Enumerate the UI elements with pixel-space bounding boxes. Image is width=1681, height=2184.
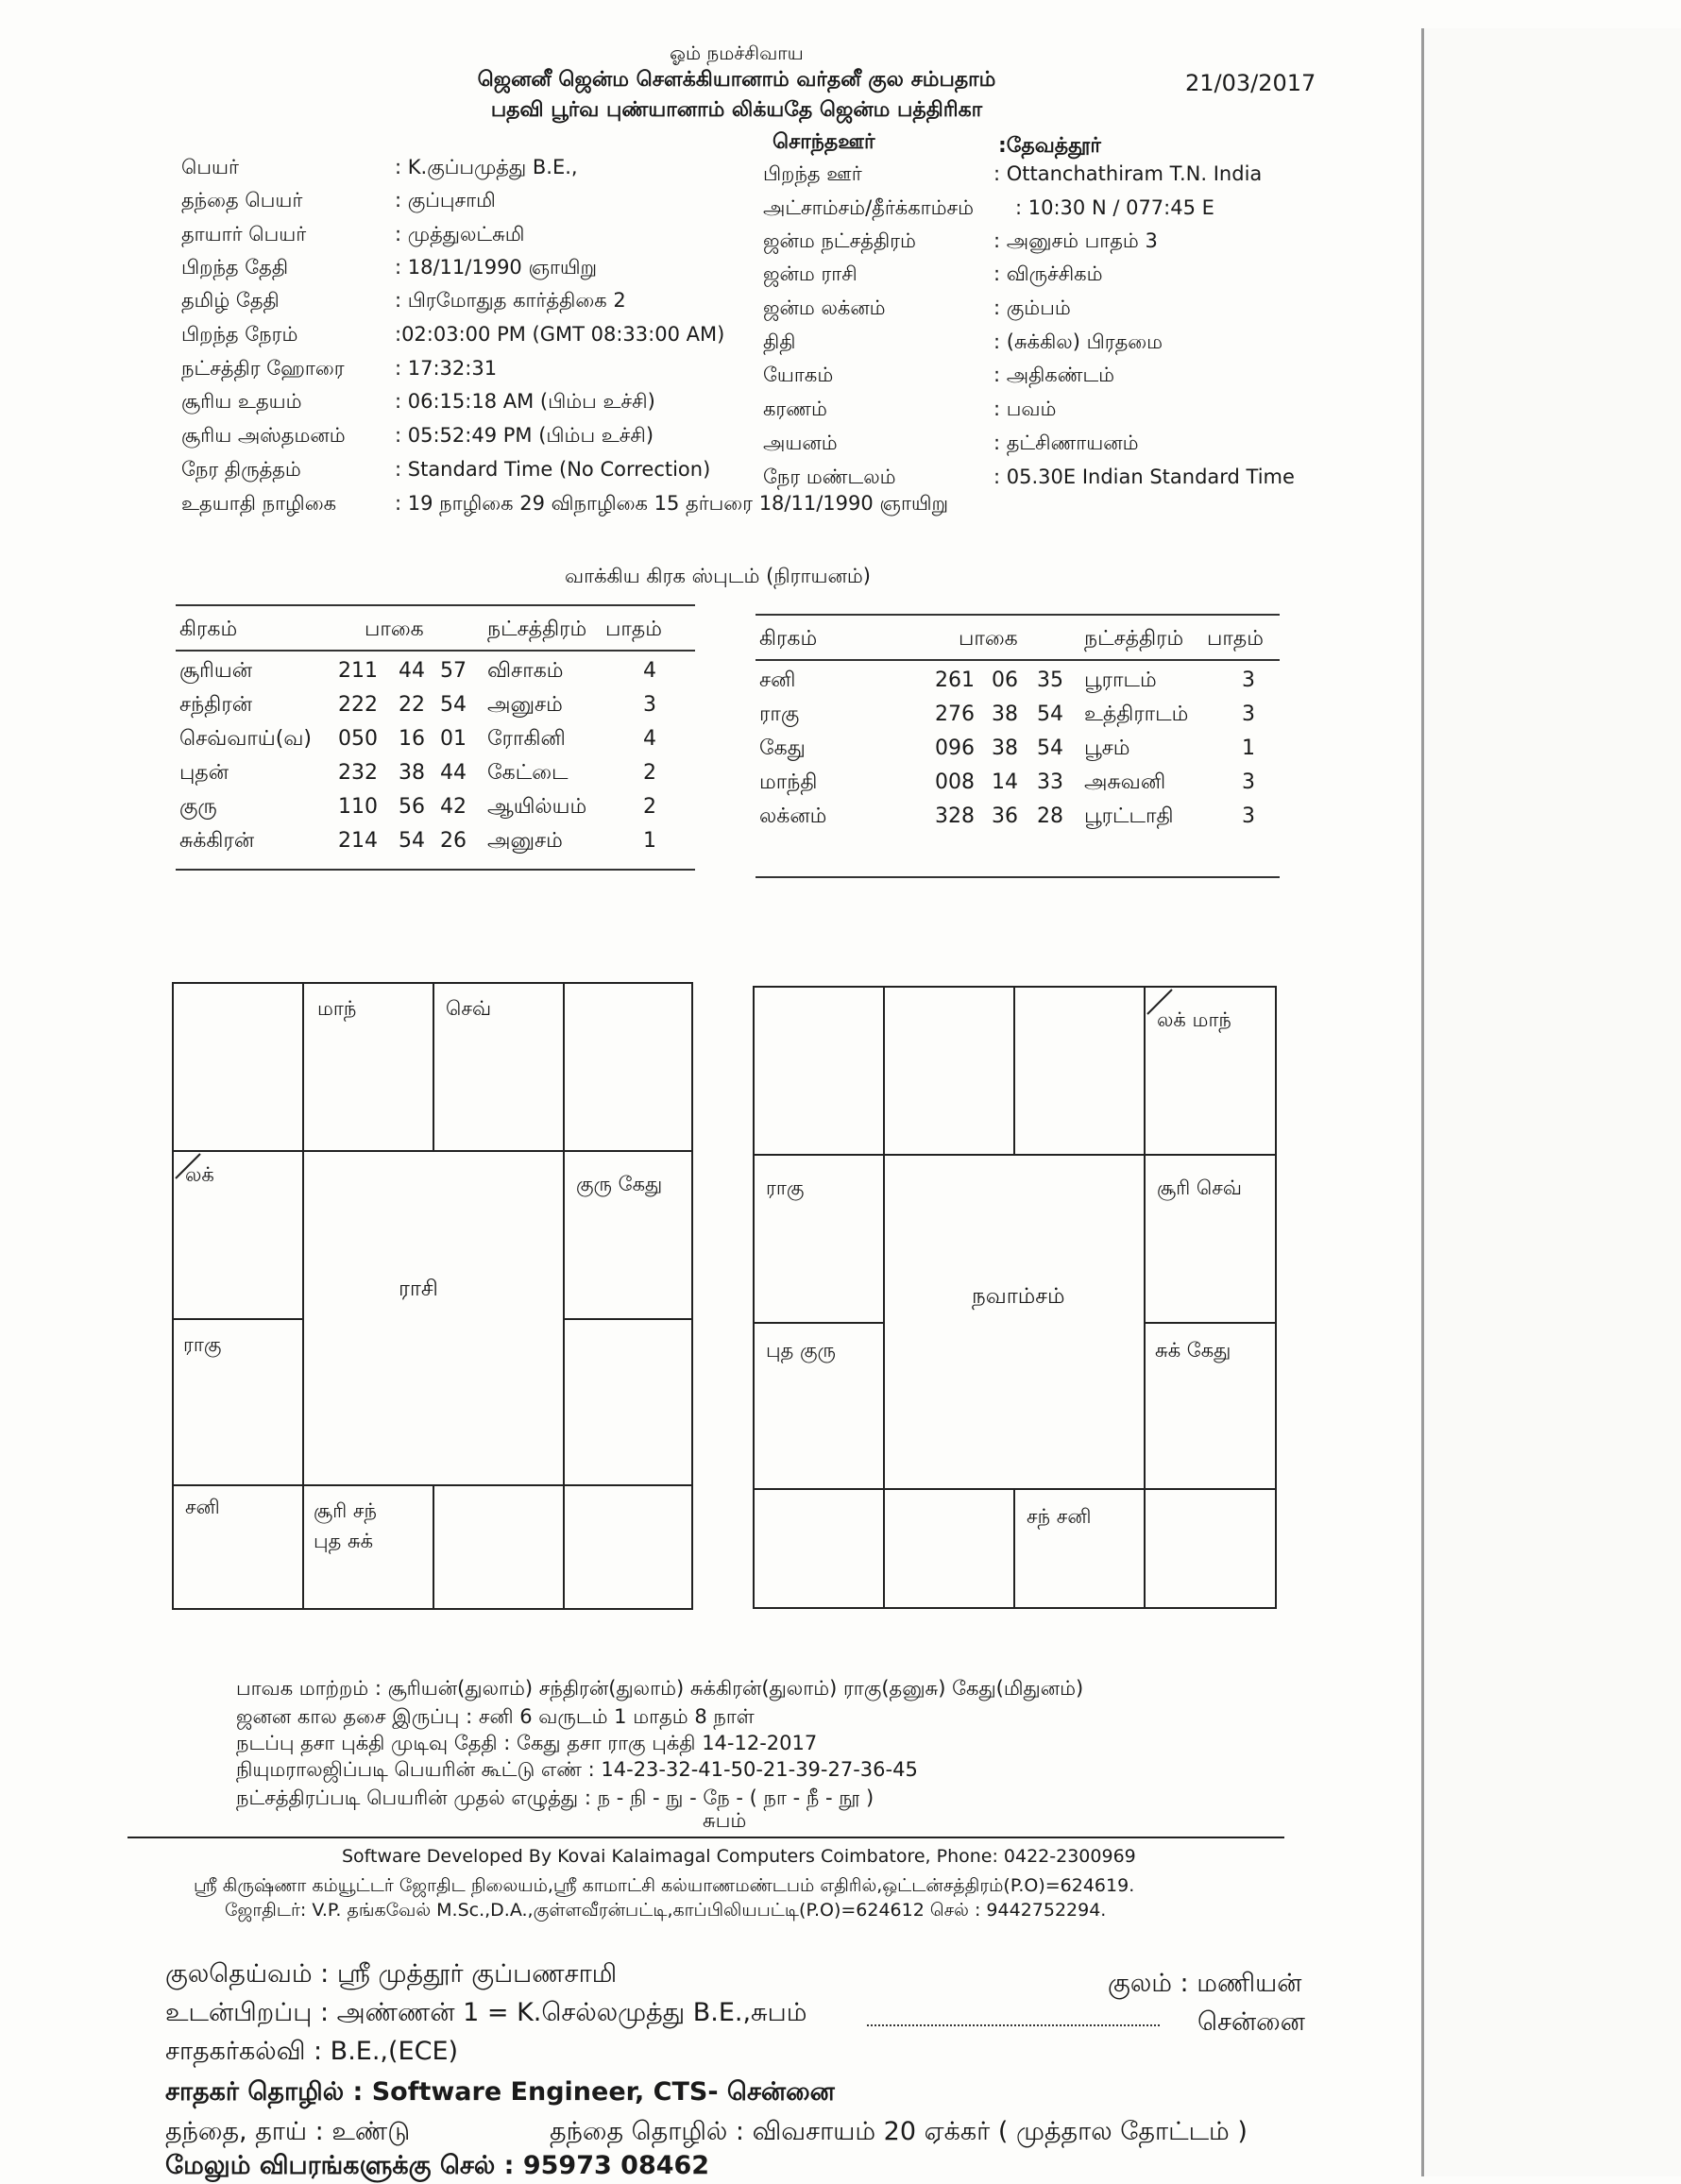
detail-label: சூரிய உதயம் [181, 390, 302, 413]
parents: தந்தை, தாய் : உண்டு [165, 2117, 411, 2146]
planet-table-left [176, 604, 695, 888]
planet-sec: 54 [1037, 703, 1063, 726]
detail-label: கரணம் [763, 398, 827, 420]
detail-value: : அனுசம் பாதம் 3 [993, 229, 1158, 252]
planet-deg: 008 [935, 770, 975, 794]
navamsa-chart [753, 986, 1277, 1609]
planet-min: 44 [399, 659, 425, 683]
planet-min: 56 [399, 795, 425, 819]
planet-sec: 33 [1037, 770, 1063, 794]
planet-sec: 28 [1037, 804, 1063, 828]
planet-star: பூரட்டாதி [1084, 804, 1174, 828]
planet-star: பூசம் [1084, 736, 1130, 760]
house-katakam [1144, 1154, 1277, 1324]
astrologer-centre: ஸ்ரீ கிருஷ்ணா கம்யூட்டர் ஜோதிட நிலையம்,ஸ்ரீ காமாட்சி கல்யாணமண்டபம் எதிரில்,ஒட்டன்சத்திரம்(P.O)=624619. [194, 1875, 1135, 1896]
job: சாதகர் தொழில் : Software Engineer, CTS- சென்னை [165, 2077, 835, 2107]
planet-sec: 35 [1037, 669, 1063, 692]
planet-pada: 4 [643, 659, 656, 683]
detail-value: : தட்சிணாயனம் [993, 432, 1139, 454]
native-place-value: :தேவத்தூர் [998, 134, 1101, 158]
house-kanni [1144, 1488, 1277, 1609]
header-paagai: பாகை [365, 618, 424, 641]
house-thulam [1013, 1488, 1146, 1609]
table-rule [176, 604, 695, 606]
planet-pada: 2 [643, 795, 656, 819]
detail-value: :02:03:00 PM (GMT 08:33:00 AM) [395, 323, 725, 346]
planet-min: 54 [399, 829, 425, 853]
planet-pada: 3 [643, 693, 656, 717]
planet-name: புதன் [179, 761, 229, 785]
planet-star: ஆயில்யம் [487, 795, 587, 819]
detail-label: தந்தை பெயர் [181, 189, 303, 212]
house-vrischikam [302, 1484, 434, 1610]
invocation: ஓம் நமச்சிவாய [670, 42, 804, 64]
detail-value: : 18/11/1990 ஞாயிறு [395, 256, 598, 279]
planet-min: 06 [992, 669, 1018, 692]
current-dasa-note: நடப்பு தசா புக்தி முடிவு தேதி : கேது தசா ராகு புக்தி 14-12-2017 [236, 1732, 818, 1754]
table-rule [176, 869, 695, 871]
planet-name: சூரியன் [179, 659, 253, 683]
house-planets: சுக் கேது [1155, 1339, 1231, 1362]
house-mesham [883, 986, 1015, 1156]
house-simham [1144, 1322, 1277, 1490]
house-planets: குரு கேது [576, 1173, 663, 1195]
dasa-balance-note: ஜனன கால தசை இருப்பு : சனி 6 வருடம் 1 மாதம் 8 நாள் [236, 1705, 755, 1728]
table-rule [756, 659, 1280, 661]
detail-label: சூரிய அஸ்தமனம் [181, 424, 346, 447]
detail-value: : விருச்சிகம் [993, 262, 1103, 285]
detail-label: ஜன்ம லக்னம் [763, 296, 886, 319]
detail-label: பிறந்த ஊர் [763, 162, 862, 185]
house-planets: ராகு [766, 1177, 805, 1199]
house-mithunam [563, 982, 693, 1152]
chart-center-label: ராசி [399, 1277, 438, 1301]
software-credit: Software Developed By Kovai Kalaimagal Computers Coimbatore, Phone: 0422-2300969 [342, 1846, 1136, 1867]
detail-value: : Standard Time (No Correction) [395, 458, 711, 481]
house-vrischikam [883, 1488, 1015, 1609]
native-place-label: சொந்தஊர் [773, 130, 875, 154]
planet-star: உத்திராடம் [1084, 703, 1189, 726]
planet-name: சந்திரன் [179, 693, 253, 717]
house-rishabam [1013, 986, 1146, 1156]
planet-min: 16 [399, 727, 425, 751]
header-line-1: ஜெனனீ ஜென்ம சௌக்கியானாம் வர்தனீ குல சம்பதாம் [477, 68, 996, 92]
detail-value: : 05.30E Indian Standard Time [993, 466, 1295, 488]
house-makaram [753, 1322, 885, 1490]
detail-value: : பவம் [993, 398, 1057, 420]
detail-value: : 06:15:18 AM (பிம்ப உச்சி) [395, 390, 655, 413]
planet-min: 36 [992, 804, 1018, 828]
detail-label: பிறந்த தேதி [181, 256, 289, 279]
house-mithunam [1144, 986, 1277, 1156]
detail-label: தமிழ் தேதி [181, 289, 280, 312]
house-kanni [563, 1484, 693, 1610]
name-letter-note: நட்சத்திரப்படி பெயரின் முதல் எழுத்து : ந - நி - நு - நே - ( நா - நீ - நூ ) [236, 1786, 874, 1809]
detail-value: : (சுக்கில) பிரதமை [993, 330, 1163, 353]
detail-value: : 17:32:31 [395, 357, 498, 380]
house-simham [563, 1318, 693, 1486]
planet-name: சுக்கிரன் [179, 829, 255, 853]
planet-name: செவ்வாய்(வ) [179, 727, 312, 751]
planet-star: அனுசம் [487, 829, 563, 853]
planet-min: 38 [992, 736, 1018, 760]
detail-value: : குப்புசாமி [395, 189, 496, 212]
house-planets: மாந் [317, 997, 357, 1020]
father-job: தந்தை தொழில் : விவசாயம் 20 ஏக்கர் ( முத்தால தோட்டம் ) [550, 2117, 1248, 2146]
bhava-note: பாவக மாற்றம் : சூரியன்(துலாம்) சந்திரன்(துலாம்) சுக்கிரன்(துலாம்) ராகு(தனுசு) கேது(மிதுனம்) [236, 1677, 1084, 1700]
table-rule [756, 614, 1280, 616]
house-meenam [172, 982, 304, 1152]
planet-name: மாந்தி [759, 770, 818, 794]
detail-label: நட்சத்திர ஹோரை [181, 357, 345, 380]
planet-sec: 54 [440, 693, 467, 717]
detail-label: யோகம் [763, 364, 834, 386]
house-planets: சந் சனி [1027, 1505, 1092, 1528]
table-rule [176, 650, 695, 652]
planet-min: 22 [399, 693, 425, 717]
detail-value: : 19 நாழிகை 29 விநாழிகை 15 தர்பரை 18/11/1990 ஞாயிறு [395, 492, 949, 515]
header-graha: கிரகம் [179, 618, 238, 641]
header-line-2: பதவி பூர்வ புண்யானாம் லிக்யதே ஜென்ம பத்திரிகா [490, 98, 983, 122]
planet-star: விசாகம் [487, 659, 564, 683]
detail-value: : பிரமோதுத கார்த்திகை 2 [395, 289, 626, 312]
planet-star: பூராடம் [1084, 669, 1157, 692]
house-meenam [753, 986, 885, 1156]
planet-pada: 4 [643, 727, 656, 751]
house-planets: செவ் [446, 997, 492, 1020]
detail-value: : Ottanchathiram T.N. India [993, 162, 1263, 185]
contact: மேலும் விபரங்களுக்கு செல் : 95973 08462 [165, 2151, 710, 2180]
header-star: நட்சத்திரம் [1084, 627, 1184, 651]
numerology-note: நியுமராலஜிப்படி பெயரின் கூட்டு எண் : 14-23-32-41-50-21-39-27-36-45 [236, 1758, 918, 1781]
rasi-chart [172, 982, 693, 1610]
house-rishabam [433, 982, 565, 1152]
sibling: உடன்பிறப்பு : அண்ணன் 1 = K.செல்லமுத்து B.E.,சுபம் [165, 1998, 807, 2027]
planet-sec: 57 [440, 659, 467, 683]
planet-deg: 110 [338, 795, 378, 819]
detail-label: ஜன்ம நட்சத்திரம் [763, 229, 916, 252]
house-kumbham [753, 1154, 885, 1324]
planet-deg: 096 [935, 736, 975, 760]
table-rule [756, 876, 1280, 878]
footer-rule [127, 1837, 1284, 1838]
planet-sec: 44 [440, 761, 467, 785]
detail-label: நேர மண்டலம் [763, 466, 896, 488]
planet-min: 38 [992, 703, 1018, 726]
house-mesham [302, 982, 434, 1152]
city: சென்னை [1197, 2007, 1305, 2037]
house-planets: புத குரு [766, 1339, 836, 1362]
planet-sec: 01 [440, 727, 467, 751]
house-dhanus [753, 1488, 885, 1609]
page-edge [1421, 28, 1424, 2176]
planet-sec: 26 [440, 829, 467, 853]
planet-table-caption: வாக்கிய கிரக ஸ்புடம் (நிராயனம்) [565, 565, 871, 587]
planet-name: குரு [179, 795, 217, 819]
planet-min: 14 [992, 770, 1018, 794]
house-planets: புத சுக் [314, 1530, 374, 1552]
planet-name: சனி [759, 669, 796, 692]
planet-pada: 3 [1242, 770, 1255, 794]
kulam: குலம் : மணியன் [1108, 1969, 1302, 1998]
header-pada: பாதம் [605, 618, 662, 641]
detail-label: அட்சாம்சம்/தீர்க்காம்சம் [763, 196, 975, 219]
detail-label: அயனம் [763, 432, 838, 454]
lagna-marker-icon [174, 1152, 202, 1180]
detail-label: நேர திருத்தம் [181, 458, 301, 481]
header-paagai: பாகை [959, 627, 1018, 651]
planet-sec: 42 [440, 795, 467, 819]
page-shadow [1424, 28, 1681, 2176]
house-makaram [172, 1318, 304, 1486]
planet-min: 38 [399, 761, 425, 785]
planet-pada: 3 [1242, 669, 1255, 692]
planet-deg: 222 [338, 693, 378, 717]
planet-pada: 1 [643, 829, 656, 853]
house-planets: லக் [185, 1163, 214, 1186]
planet-table-right [756, 614, 1280, 897]
house-planets: சூரி செவ் [1157, 1177, 1242, 1199]
detail-value: : முத்துலட்சுமி [395, 223, 525, 245]
print-date: 21/03/2017 [1185, 70, 1316, 96]
header-graha: கிரகம் [759, 627, 818, 651]
detail-value: : அதிகண்டம் [993, 364, 1115, 386]
chart-center-label: நவாம்சம் [972, 1284, 1065, 1309]
planet-pada: 3 [1242, 804, 1255, 828]
detail-label: ஜன்ம ராசி [763, 262, 857, 285]
detail-value: : கும்பம் [993, 296, 1071, 319]
detail-label: திதி [763, 330, 796, 353]
house-katakam [563, 1150, 693, 1320]
detail-label: தாயார் பெயர் [181, 223, 307, 245]
planet-name: ராகு [759, 703, 800, 726]
house-planets: சூரி சந் [314, 1499, 377, 1522]
house-thulam [433, 1484, 565, 1610]
house-kumbham [172, 1150, 304, 1320]
planet-pada: 2 [643, 761, 656, 785]
planet-name: லக்னம் [759, 804, 827, 828]
lagna-marker-icon [1146, 988, 1174, 1016]
planet-star: ரோகினி [487, 727, 566, 751]
header-pada: பாதம் [1207, 627, 1264, 651]
planet-star: அனுசம் [487, 693, 563, 717]
house-planets: சனி [185, 1496, 220, 1518]
planet-sec: 54 [1037, 736, 1063, 760]
house-planets: லக் மாந் [1157, 1008, 1231, 1031]
detail-label: பெயர் [181, 156, 239, 178]
planet-deg: 050 [338, 727, 378, 751]
header-star: நட்சத்திரம் [487, 618, 587, 641]
detail-label: உதயாதி நாழிகை [181, 492, 337, 515]
planet-deg: 276 [935, 703, 975, 726]
planet-deg: 328 [935, 804, 975, 828]
planet-deg: 232 [338, 761, 378, 785]
planet-deg: 211 [338, 659, 378, 683]
house-planets: ராகு [183, 1333, 222, 1356]
planet-pada: 3 [1242, 703, 1255, 726]
education: சாதகர்கல்வி : B.E.,(ECE) [165, 2037, 459, 2066]
planet-pada: 1 [1242, 736, 1255, 760]
detail-value: : 05:52:49 PM (பிம்ப உச்சி) [395, 424, 654, 447]
astrologer-name: ஜோதிடர்: V.P. தங்கவேல் M.Sc.,D.A.,குள்ளவீரன்பட்டி,காப்பிலியபட்டி(P.O)=624612 செல் : 9442752294. [225, 1900, 1107, 1921]
subam-note: சுபம் [703, 1809, 747, 1832]
detail-value: : K.குப்பமுத்து B.E., [395, 156, 578, 178]
planet-deg: 214 [338, 829, 378, 853]
dotted-line [867, 2024, 1160, 2026]
detail-value: : 10:30 N / 077:45 E [1015, 196, 1214, 219]
kuladeivam: குலதெய்வம் : ஸ்ரீ முத்தூர் குப்பணசாமி [165, 1959, 618, 1989]
planet-deg: 261 [935, 669, 975, 692]
house-dhanus [172, 1484, 304, 1610]
detail-label: பிறந்த நேரம் [181, 323, 298, 346]
planet-star: கேட்டை [487, 761, 569, 785]
planet-star: அசுவனி [1084, 770, 1166, 794]
planet-name: கேது [759, 736, 806, 760]
